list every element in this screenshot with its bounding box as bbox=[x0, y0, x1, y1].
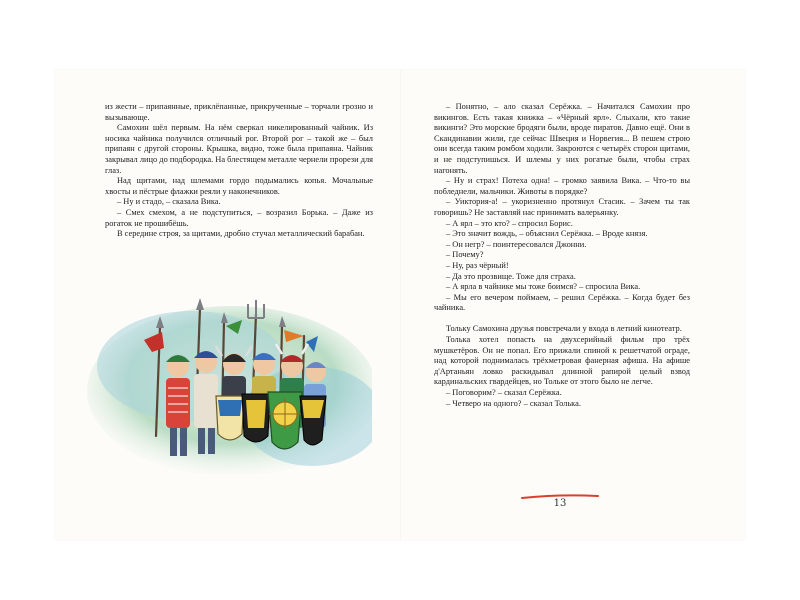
left-paragraph-5: – Смех смехом, а не подступиться, – возразил Борька. – Даже из рогаток не прошибёшь. bbox=[105, 207, 373, 228]
right-paragraph-11: – Мы его вечером поймаем, – решил Серёжка. – Когда будет без чайника. bbox=[434, 292, 690, 313]
right-paragraph-4: – А ярл – это кто? – спросил Борис. bbox=[446, 218, 573, 228]
right-paragraph-8: – Ну, раз чёрный! bbox=[446, 260, 509, 270]
viking-boys-illustration bbox=[82, 296, 372, 474]
right-paragraph-14: – Поговорим? – сказал Серёжка. bbox=[446, 388, 562, 398]
left-paragraph-2: Самохин шёл первым. На нём сверкал никелированный чайник. Из носика чайника получился отличный рог. Второй рог – такой же – был припаян с другой стороны. Крышка, видно, тоже была припаяна. Чайник закрывал лицо до подбородка. На блестящем металле чернели прорези для глаз. bbox=[105, 123, 373, 175]
left-paragraph-1: из жести – припаянные, приклёпанные, прикрученные – торчали грозно и вызывающе. bbox=[105, 102, 373, 122]
page-number-block bbox=[520, 494, 600, 514]
page-number: 13 bbox=[553, 498, 567, 509]
left-paragraph-6: В середине строя, за щитами, дробно стучал металлический барабан. bbox=[117, 229, 365, 239]
right-paragraph-12: Тольку Самохина друзья повстречали у входа в летний кинотеатр. bbox=[446, 324, 682, 334]
right-paragraph-15: – Четверо на одного? – сказал Толька. bbox=[446, 398, 581, 408]
right-page-text bbox=[434, 102, 690, 409]
left-paragraph-4: – Ну и стадо, – сказала Вика. bbox=[117, 197, 221, 207]
right-paragraph-7: – Почему? bbox=[446, 250, 484, 260]
left-paragraph-3: Над щитами, над шлемами гордо подымались копья. Мочальные хвосты и пёстрые флажки реяли у наконечников. bbox=[105, 176, 373, 196]
right-paragraph-13: Толька хотел попасть на двухсерийный фильм про трёх мушкетёров. Он не попал. Его прижали спиной к решетчатой ограде, над которой поднималась трёхметровая фанерная афиша. На афише д'Артаньян ловко раскидывал длинной рапирой целый взвод кардинальских гвардейцев, но Тольке от этого было не легче. bbox=[434, 335, 690, 387]
right-paragraph-2: – Ну и страх! Потеха одна! – громко заявила Вика. – Что-то вы побледнели, мальчики. Животы в порядке? bbox=[434, 176, 690, 196]
right-paragraph-5: – Это значит вождь, – объяснил Серёжка. – Вроде князя. bbox=[446, 229, 648, 239]
right-paragraph-9: – Да это прозвище. Тоже для страха. bbox=[446, 271, 576, 281]
right-paragraph-6: – Он негр? – поинтересовался Джонни. bbox=[446, 239, 587, 249]
book-gutter bbox=[400, 70, 401, 540]
left-page-text bbox=[105, 102, 373, 240]
right-paragraph-3: – Уиктория-а! – укоризненно протянул Стасик. – Зачем ты так говоришь? Не заставляй нас принимать валерьянку. bbox=[434, 197, 690, 217]
right-paragraph-1: – Понятно, – ало сказал Серёжка. – Начитался Самохин про викингов. Есть такая книжка – «Чёрный ярл». Слыхали, кто такие викинги? Это морские бродяги были, вроде пиратов. Давно ещё. Они в Скандинавии жили, где сейчас Швеция и Норвегия... В пешем строю они всегда таким ромбом ходили. Закроются с четырёх сторон щитами, и не подступишься. И шлемы у них рогатые были, чтобы страх нагонять. bbox=[434, 102, 690, 175]
right-paragraph-10: – А ярла в чайнике мы тоже боимся? – спросила Вика. bbox=[446, 282, 641, 292]
